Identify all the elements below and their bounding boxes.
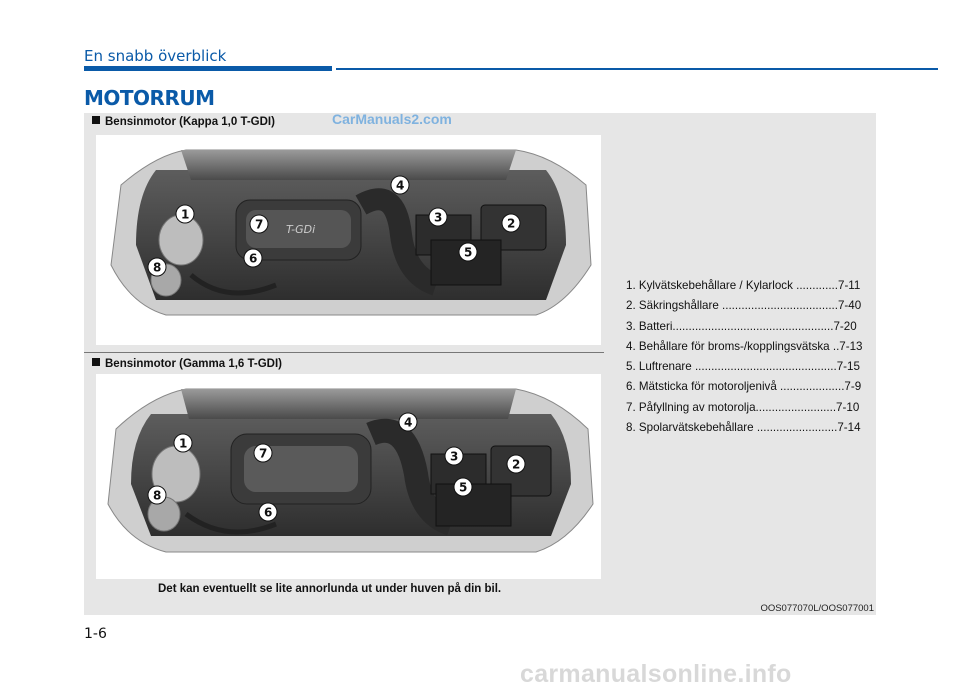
legend-item: 8. Spolarvätskebehållare .........................7-14: [626, 421, 861, 435]
callout-3: 3: [450, 449, 459, 464]
legend-item: 7. Påfyllning av motorolja.........................7-10: [626, 400, 860, 414]
callout-8: 8: [153, 260, 162, 275]
callout-7: 7: [259, 446, 268, 461]
callout-1: 1: [179, 436, 188, 451]
bullet-square-icon: [92, 116, 100, 124]
page-number: 1-6: [84, 626, 107, 642]
callout-1: 1: [181, 207, 190, 222]
legend-item: 3. Batteri..................................................7-20: [626, 319, 857, 333]
legend-item: 1. Kylvätskebehållare / Kylarlock .............7-11: [626, 279, 861, 292]
component-legend: [626, 276, 874, 438]
callout-6: 6: [249, 251, 258, 266]
callout-6: 6: [264, 505, 273, 520]
legend-item: 4. Behållare för broms-/kopplingsvätska ..7-13: [626, 339, 863, 353]
callout-3: 3: [434, 210, 443, 225]
bullet-square-icon: [92, 358, 100, 366]
engine-badge: T-GDi: [286, 223, 316, 236]
callout-4: 4: [396, 178, 405, 193]
legend-item: 2. Säkringshållare ....................................7-40: [626, 299, 862, 313]
callout-4: 4: [404, 415, 413, 430]
legend-item: 5. Luftrenare ............................................7-15: [626, 360, 860, 374]
section-rule-thick: [84, 66, 332, 71]
callout-5: 5: [464, 245, 473, 260]
engine-image-kappa: [96, 135, 601, 345]
figure-note: Det kan eventuellt se lite annorlunda ut under huven på din bil.: [158, 583, 502, 595]
callout-7: 7: [255, 217, 264, 232]
watermark-top: CarManuals2.com: [332, 111, 452, 127]
figure-divider: [84, 352, 604, 353]
watermark-bottom: carmanualsonline.info: [520, 660, 792, 688]
page-heading: MOTORRUM: [84, 86, 215, 110]
section-title: En snabb överblick: [84, 47, 227, 65]
engine-bay-icon: [96, 374, 601, 579]
figure-caption-text: Bensinmotor (Kappa 1,0 T-GDI): [105, 116, 275, 128]
callout-2: 2: [507, 216, 516, 231]
figure-caption-text: Bensinmotor (Gamma 1,6 T-GDI): [105, 358, 283, 370]
figure-caption-kappa: [92, 116, 275, 128]
engine-image-gamma: [96, 374, 601, 579]
legend-item: 6. Mätsticka för motoroljenivå ....................7-9: [626, 380, 862, 394]
callout-8: 8: [153, 488, 162, 503]
callout-2: 2: [512, 457, 521, 472]
figure-ref-code: OOS077070L/OOS077001: [760, 603, 874, 614]
section-rule-thin: [336, 68, 938, 70]
callout-5: 5: [459, 480, 468, 495]
figure-caption-gamma: [92, 358, 282, 370]
engine-bay-icon: [96, 135, 601, 345]
